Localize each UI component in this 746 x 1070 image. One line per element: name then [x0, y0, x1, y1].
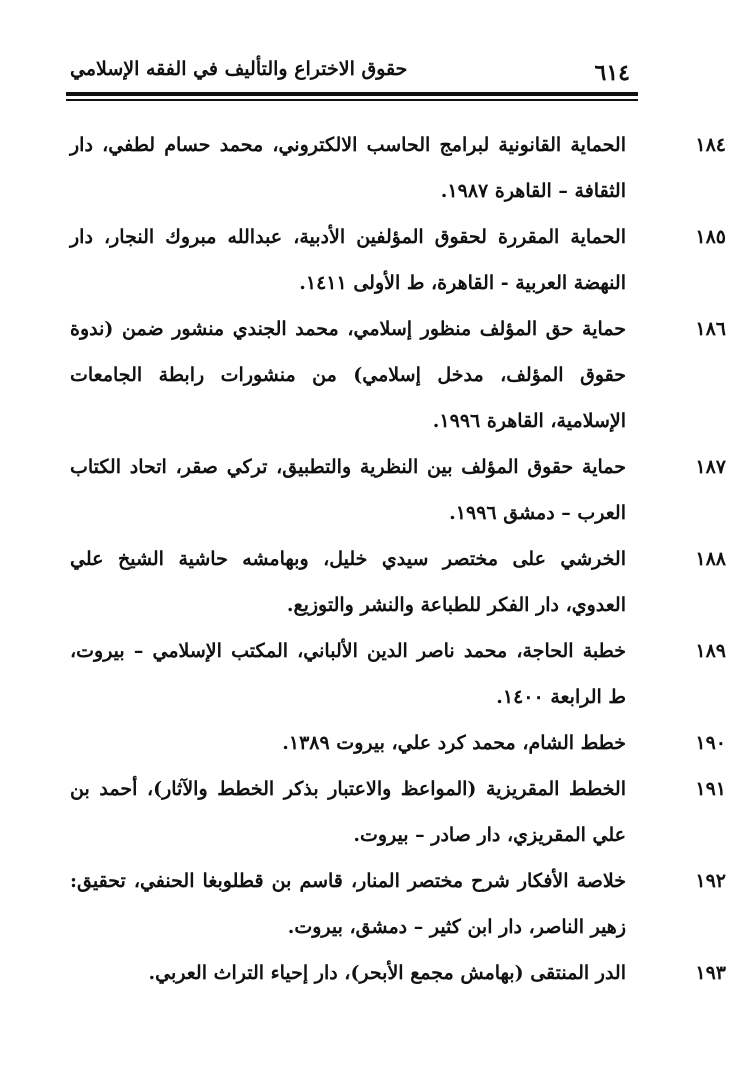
bibliography-entry — [70, 628, 726, 720]
entry-text: الحماية المقررة لحقوق المؤلفين الأدبية، عبدالله مبروك النجار، دار النهضة العربية - القاهرة، ط الأولى ١٤١١. — [70, 226, 626, 294]
entry-number: ١٩٢ — [695, 870, 726, 892]
entry-text: الحماية القانونية لبرامج الحاسب الالكتروني، محمد حسام لطفي، دار الثقافة – القاهرة ١٩٨٧. — [70, 134, 626, 202]
bibliography-entry — [70, 766, 726, 858]
page-number: ٦١٤ — [594, 60, 630, 86]
entry-text: الخرشي على مختصر سيدي خليل، وبهامشه حاشية الشيخ علي العدوي، دار الفكر للطباعة والنشر والتوزيع. — [70, 548, 626, 616]
entry-number: ١٩٠ — [695, 732, 726, 754]
bibliography-entry — [70, 950, 726, 996]
entry-text: خطبة الحاجة، محمد ناصر الدين الألباني، المكتب الإسلامي – بيروت، ط الرابعة ١٤٠٠. — [70, 640, 626, 708]
entry-text: الخطط المقريزية (المواعظ والاعتبار بذكر الخطط والآثار)، أحمد بن علي المقريزي، دار صادر – بيروت. — [70, 778, 626, 846]
entry-text: الدر المنتقى (بهامش مجمع الأبحر)، دار إحياء التراث العربي. — [148, 962, 626, 984]
bibliography-entry — [70, 306, 726, 444]
entry-number: ١٨٨ — [695, 548, 726, 570]
entry-number: ١٨٤ — [695, 134, 726, 156]
header-rule-thin — [66, 99, 638, 101]
bibliography-entry — [70, 536, 726, 628]
entry-number: ١٨٧ — [695, 456, 726, 478]
entry-number: ١٩١ — [695, 778, 726, 800]
bibliography-list — [70, 122, 726, 996]
page-header — [66, 52, 638, 92]
bibliography-entry — [70, 720, 726, 766]
entry-number: ١٨٥ — [695, 226, 726, 248]
book-title: حقوق الاختراع والتأليف في الفقه الإسلامي — [70, 58, 408, 80]
entry-number: ١٨٦ — [695, 318, 726, 340]
bibliography-entry — [70, 858, 726, 950]
bibliography-entry — [70, 122, 726, 214]
entry-number: ١٨٩ — [695, 640, 726, 662]
entry-text: خلاصة الأفكار شرح مختصر المنار، قاسم بن قطلوبغا الحنفي، تحقيق: زهير الناصر، دار ابن كثير – دمشق، بيروت. — [70, 870, 626, 938]
bibliography-entry — [70, 444, 726, 536]
header-rule-thick — [66, 92, 638, 96]
entry-number: ١٩٣ — [695, 962, 726, 984]
entry-text: خطط الشام، محمد كرد علي، بيروت ١٣٨٩. — [282, 732, 626, 754]
entry-text: حماية حق المؤلف منظور إسلامي، محمد الجندي منشور ضمن (ندوة حقوق المؤلف، مدخل إسلامي) من منشورات رابطة الجامعات الإسلامية، القاهرة ١٩٩٦. — [70, 318, 626, 432]
bibliography-entry — [70, 214, 726, 306]
entry-text: حماية حقوق المؤلف بين النظرية والتطبيق، تركي صقر، اتحاد الكتاب العرب – دمشق ١٩٩٦. — [70, 456, 626, 524]
